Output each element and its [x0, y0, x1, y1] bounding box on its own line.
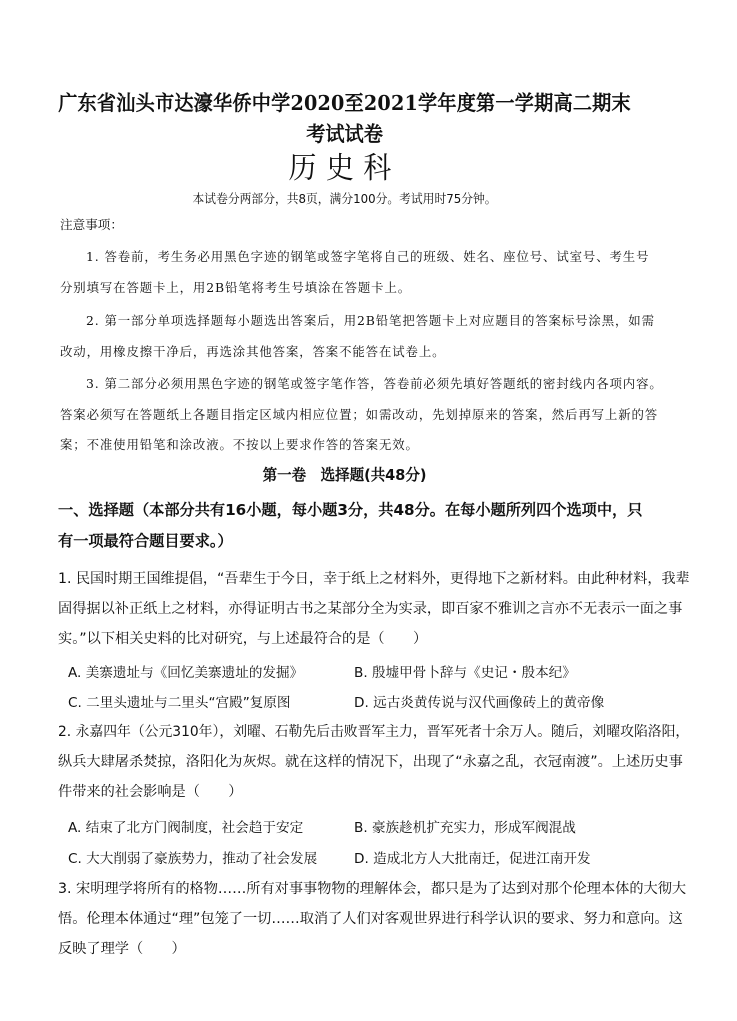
notice-line: 改动，用橡皮擦干净后，再选涂其他答案，答案不能答在试卷上。 [60, 344, 446, 359]
question-3-text: 反映了理学（ ） [58, 941, 186, 957]
question-1-option-b: B. 殷墟甲骨卜辞与《史记・殷本纪》 [354, 665, 576, 681]
question-2-option-a: A. 结束了北方门阀制度，社会趋于安定 [68, 820, 304, 836]
notice-line: 2. 第一部分单项选择题每小题选出答案后，用2B铅笔把答题卡上对应题目的答案标号涂黑，如需 [86, 313, 655, 328]
question-2-option-c: C. 大大削弱了豪族势力，推动了社会发展 [68, 851, 318, 867]
question-2-option-d: D. 造成北方人大批南迁，促进江南开发 [354, 851, 591, 867]
exam-title-line2: 考试试卷 [306, 122, 383, 146]
subject-title: 历史科 [288, 151, 401, 186]
question-2-text: 2. 永嘉四年（公元310年），刘曜、石勒先后击败晋军主力，晋军死者十余万人。随后，刘曜攻陷洛阳， [58, 724, 690, 740]
question-1-text: 固得据以补正纸上之材料，亦得证明古书之某部分全为实录，即百家不雅训之言亦不无表示一面之事 [58, 601, 683, 617]
question-2-text: 件带来的社会影响是（ ） [58, 784, 243, 800]
question-1-text: 实。”以下相关史料的比对研究，与上述最符合的是（ ） [58, 631, 428, 647]
question-3-text: 3. 宋明理学将所有的格物……所有对事事物物的理解体会，都只是为了达到对那个伦理本体的大彻大 [58, 881, 687, 897]
part1-heading: 第一卷 选择题(共48分) [262, 466, 427, 484]
notice-line: 案；不准使用铅笔和涂改液。不按以上要求作答的答案无效。 [60, 437, 419, 452]
section-instructions: 有一项最符合题目要求。） [58, 532, 233, 550]
exam-title-line1: 广东省汕头市达濠华侨中学2020至2021学年度第一学期高二期末 [58, 91, 631, 115]
exam-meta: 本试卷分两部分，共8页，满分100分。考试用时75分钟。 [192, 191, 497, 206]
question-1-option-a: A. 美寨遗址与《回忆美寨遗址的发掘》 [68, 665, 304, 681]
notice-line: 3. 第二部分必须用黑色字迹的钢笔或签字笔作答，答卷前必须先填好答题纸的密封线内各项内容。 [86, 376, 663, 391]
question-3-text: 悟。伦理本体通过“理”包笼了一切……取消了人们对客观世界进行科学认识的要求、努力和意向。这 [58, 911, 683, 927]
notice-line: 分别填写在答题卡上，用2B铅笔将考生号填涂在答题卡上。 [60, 280, 412, 295]
question-1-option-c: C. 二里头遗址与二里头“宫殿”复原图 [68, 695, 291, 711]
question-2-option-b: B. 豪族趁机扩充实力，形成军阀混战 [354, 820, 576, 836]
notice-heading: 注意事项： [60, 217, 123, 232]
question-1-text: 1. 民国时期王国维提倡，“吾辈生于今日，幸于纸上之材料外，更得地下之新材料。由此种材料，我辈 [58, 571, 690, 587]
question-2-text: 纵兵大肆屠杀焚掠，洛阳化为灰烬。就在这样的情况下，出现了“永嘉之乱，衣冠南渡”。上述历史事 [58, 754, 683, 770]
notice-line: 1. 答卷前，考生务必用黑色字迹的钢笔或签字笔将自己的班级、姓名、座位号、试室号、考生号 [86, 249, 650, 264]
notice-line: 答案必须写在答题纸上各题目指定区域内相应位置；如需改动，先划掉原来的答案，然后再写上新的答 [60, 407, 659, 422]
section-instructions: 一、选择题（本部分共有16小题，每小题3分，共48分。在每小题所列四个选项中，只 [58, 501, 643, 519]
question-1-option-d: D. 远古炎黄传说与汉代画像砖上的黄帝像 [354, 695, 605, 711]
